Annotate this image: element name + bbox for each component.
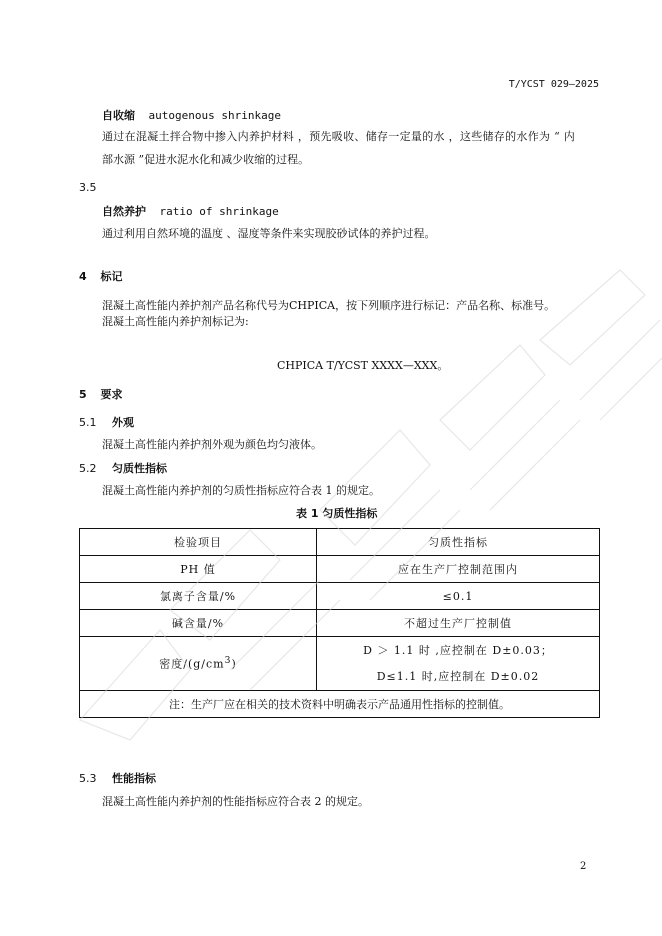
section-4-heading: [79, 268, 123, 284]
table-1-caption: 表 1 匀质性指标: [296, 507, 378, 520]
clause-5-2-text: 混凝土高性能内养护剂的匀质性指标应符合表 1 的规定。: [102, 484, 380, 497]
row-ph-value: 应在生产厂控制范围内: [317, 556, 600, 583]
header-uniformity-index: 匀质性指标: [317, 529, 600, 556]
row-alkali-value: 不超过生产厂控制值: [317, 610, 600, 637]
table-row: [80, 583, 600, 610]
section-4-number: 4: [79, 270, 87, 283]
row-chloride-value: ≤0.1: [317, 583, 600, 610]
definition-3-4-line1: 通过在混凝土拌合物中掺入内养护材料 ，预先吸收、储存一定量的水 ，这些储存的水作为 “ 内: [102, 130, 576, 143]
density-item-sup: 3: [224, 655, 232, 667]
row-density-value: [317, 637, 600, 691]
table-row: [80, 637, 600, 691]
clause-5-3-number: 5.3: [79, 772, 97, 785]
clause-5-3-title: 性能指标: [112, 772, 156, 785]
section-4-title: 标记: [100, 270, 123, 283]
table-row: [80, 610, 600, 637]
density-item-suffix: ): [231, 657, 237, 671]
clause-3-5-number: 3.5: [79, 181, 97, 194]
section-4-paragraph-1: 混凝土高性能内养护剂产品名称代号为CHPICA，按下列顺序进行标记：产品名称、标准号。: [102, 299, 556, 312]
term-3-5-en: ratio of shrinkage: [159, 205, 279, 218]
table-note-row: [80, 691, 600, 718]
term-3-5-cn: 自然养护: [102, 205, 146, 218]
section-5-heading: [79, 386, 123, 402]
density-item-prefix: 密度/(g/cm: [159, 657, 225, 671]
table-row: [80, 556, 600, 583]
term-3-4-cn: 自收缩: [102, 109, 135, 122]
clause-5-1-heading: [79, 414, 134, 430]
page-number: 2: [580, 861, 587, 872]
term-3-4-en: autogenous shrinkage: [148, 109, 281, 122]
definition-3-5: 通过利用自然环境的温度 、湿度等条件来实现胶砂试体的养护过程。: [102, 227, 436, 240]
marking-example: CHPICA T/YCST XXXX—XXX。: [277, 359, 449, 372]
clause-5-2-heading: [79, 460, 167, 476]
clause-5-1-text: 混凝土高性能内养护剂外观为颜色均匀液体。: [102, 438, 322, 451]
document-code: T/YCST 029—2025: [508, 79, 599, 90]
term-3-4: [102, 107, 281, 123]
row-density-item: [80, 637, 317, 691]
table-1: [79, 528, 600, 718]
row-alkali-item: 碱含量/%: [80, 610, 317, 637]
clause-5-2-number: 5.2: [79, 462, 97, 475]
header-test-item: 检验项目: [80, 529, 317, 556]
density-value-line1: D ＞ 1.1 时 ,应控制在 D±0.03；: [363, 643, 553, 657]
section-5-number: 5: [79, 388, 87, 401]
definition-3-4-line2: 部水源 ”促进水泥水化和减少收缩的过程。: [102, 153, 310, 166]
clause-5-3-heading: [79, 770, 156, 786]
clause-5-3-text: 混凝土高性能内养护剂的性能指标应符合表 2 的规定。: [102, 795, 369, 808]
clause-5-2-title: 匀质性指标: [112, 462, 167, 475]
clause-5-1-title: 外观: [112, 416, 134, 429]
density-value-line2: D≤1.1 时,应控制在 D±0.02: [376, 669, 540, 683]
table-note: 注：生产厂应在相关的技术资料中明确表示产品通用性指标的控制值。: [80, 691, 600, 718]
table-header-row: [80, 529, 600, 556]
section-5-title: 要求: [100, 388, 123, 401]
clause-5-1-number: 5.1: [79, 416, 97, 429]
row-ph-item: PH 值: [80, 556, 317, 583]
row-chloride-item: 氯离子含量/%: [80, 583, 317, 610]
term-3-5: [102, 203, 279, 219]
section-4-paragraph-2: 混凝土高性能内养护剂标记为:: [102, 315, 249, 328]
